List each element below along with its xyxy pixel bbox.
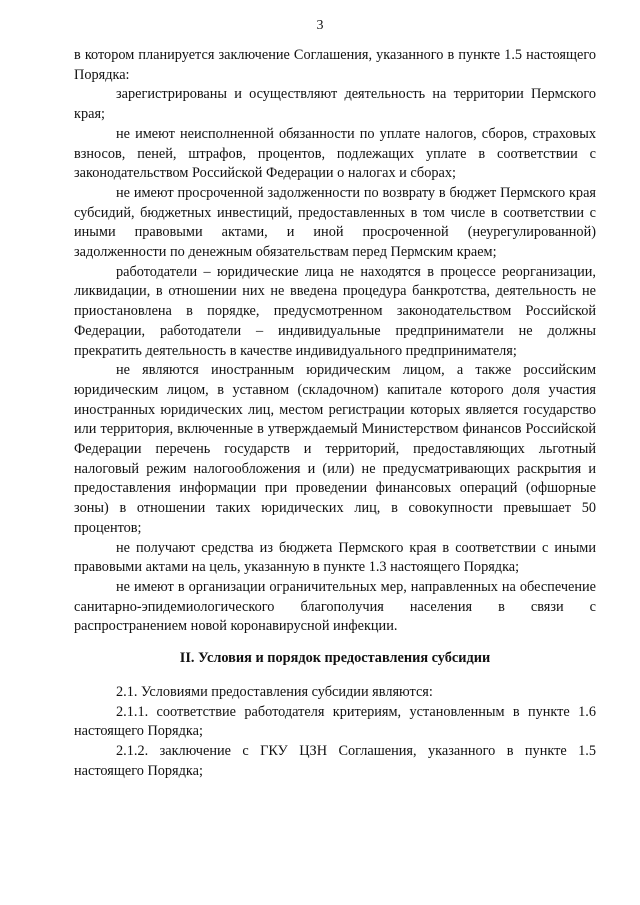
paragraph-2-1-1: 2.1.1. соответствие работодателя критериям, установленным в пункте 1.6 настоящего Порядка; xyxy=(74,703,596,740)
section-heading: II. Условия и порядок предоставления субсидии xyxy=(179,650,491,667)
paragraph-no-tax-debt: не имеют неисполненной обязанности по уплате налогов, сборов, страховых взносов, пеней, штрафов, процентов, подлежащих уплате в соответствии с законодательством Российской Федерации о налогах и сборах; xyxy=(74,125,596,182)
paragraph-2-1-2: 2.1.2. заключение с ГКУ ЦЗН Соглашения, указанного в пункте 1.5 настоящего Порядка; xyxy=(74,742,596,779)
page-number: 3 xyxy=(316,18,324,33)
document-body xyxy=(74,46,596,781)
paragraph-no-overdue-debt: не имеют просроченной задолженности по возврату в бюджет Пермского края субсидий, бюджетных инвестиций, предоставленных в том числе в соответствии с иными правовыми актами, и иной просроченной (неурегулированной) задолженности по денежным обязательствам перед Пермским краем; xyxy=(74,184,596,261)
paragraph-registered: зарегистрированы и осуществляют деятельность на территории Пермского края; xyxy=(74,86,596,123)
paragraph-continuation: в котором планируется заключение Соглашения, указанного в пункте 1.5 настоящего Порядка: xyxy=(74,47,596,83)
paragraph-no-budget-funds: не получают средства из бюджета Пермского края в соответствии с иными правовыми актами на цель, указанную в пункте 1.3 настоящего Порядка; xyxy=(74,539,596,576)
paragraph-not-foreign-entity: не являются иностранным юридическим лицом, а также российским юридическим лицом, в уставном (складочном) капитале которого доля участия иностранных юридических лиц, местом регистрации которых является государство или территория, включенные в утверждаемый Министерством финансов Российской Федерации перечень государств и территорий, предоставляющих льготный налоговый режим налогообложения и (или) не предусматривающих раскрытия и предоставления информации при проведении финансовых операций (офшорные зоны) в отношении таких юридических лиц, в совокупности превышает 50 процентов; xyxy=(74,362,596,536)
paragraph-not-in-reorganization: работодатели – юридические лица не находятся в процессе реорганизации, ликвидации, в отношении них не введена процедура банкротства, деятельность не приостановлена в порядке, предусмотренном законодательством Российской Федерации, работодатели – индивидуальные предприниматели не должны прекратить деятельность в качестве индивидуального предпринимателя; xyxy=(74,263,596,359)
paragraph-2-1: 2.1. Условиями предоставления субсидии являются: xyxy=(116,683,433,700)
paragraph-no-restrictive-measures: не имеют в организации ограничительных мер, направленных на обеспечение санитарно-эпидемиологического благополучия населения в связи с распространением новой коронавирусной инфекции. xyxy=(74,578,596,635)
